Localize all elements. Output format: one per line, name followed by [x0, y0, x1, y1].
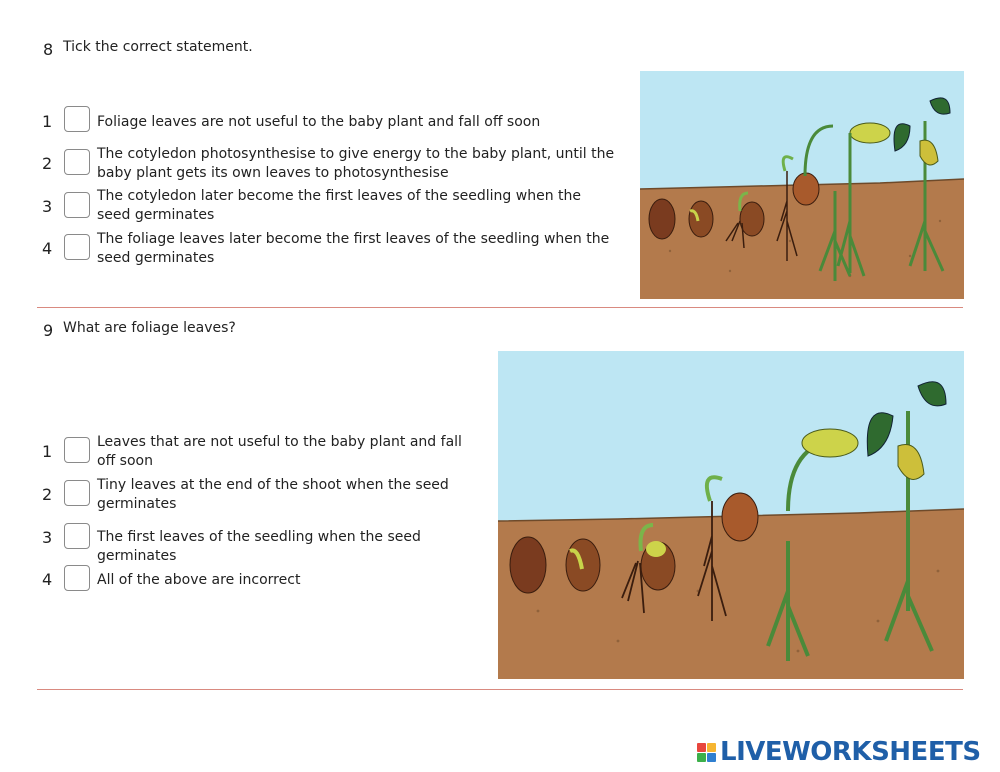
q9-option-1-checkbox[interactable]	[64, 437, 90, 463]
q9-option-2-text: Tiny leaves at the end of the shoot when the seed germinates	[97, 477, 449, 512]
germination-illustration-top	[640, 71, 964, 299]
q9-option-2-number: 2	[42, 485, 53, 504]
q8-option-1-number: 1	[42, 112, 53, 131]
q9-option-4-number: 4	[42, 570, 53, 589]
q9-option-1-number: 1	[42, 442, 53, 461]
q8-option-3-text: The cotyledon later become the first leaves of the seedling when the seed germinates	[97, 188, 582, 223]
q9-option-3-checkbox[interactable]	[64, 523, 90, 549]
q9-option-2-checkbox[interactable]	[64, 480, 90, 506]
q8-option-4-text: The foliage leaves later become the first leaves of the seedling when the seed germinates	[97, 231, 610, 266]
brand-name: LIVEWORKSHEETS	[720, 737, 981, 767]
q8-option-2-number: 2	[42, 154, 53, 173]
q9-option-1-text: Leaves that are not useful to the baby plant and fall off soon	[97, 434, 462, 469]
q8-option-3-number: 3	[42, 197, 53, 216]
germination-illustration-bottom	[498, 351, 964, 679]
question-9-number: 9	[43, 321, 54, 340]
section-divider-1	[37, 307, 963, 308]
q8-option-2-text: The cotyledon photosynthesise to give energy to the baby plant, until the baby plant gets its own leaves to photosynthesise	[97, 146, 615, 181]
section-divider-2	[37, 689, 963, 690]
q8-option-2-checkbox[interactable]	[64, 149, 90, 175]
q8-option-3-checkbox[interactable]	[64, 192, 90, 218]
question-8-number: 8	[43, 40, 54, 59]
q8-option-4-number: 4	[42, 239, 53, 258]
q9-option-3-text: The first leaves of the seedling when the seed germinates	[97, 529, 421, 564]
question-8-prompt: Tick the correct statement.	[63, 39, 253, 55]
liveworksheets-logo[interactable]	[697, 736, 981, 768]
q9-option-3-number: 3	[42, 528, 53, 547]
q9-option-4-checkbox[interactable]	[64, 565, 90, 591]
q8-option-1-text: Foliage leaves are not useful to the baby plant and fall off soon	[97, 114, 541, 130]
q8-option-1-checkbox[interactable]	[64, 106, 90, 132]
question-9-prompt: What are foliage leaves?	[63, 320, 236, 336]
q8-option-4-checkbox[interactable]	[64, 234, 90, 260]
logo-blocks-icon	[697, 743, 716, 762]
q9-option-4-text: All of the above are incorrect	[97, 572, 301, 588]
